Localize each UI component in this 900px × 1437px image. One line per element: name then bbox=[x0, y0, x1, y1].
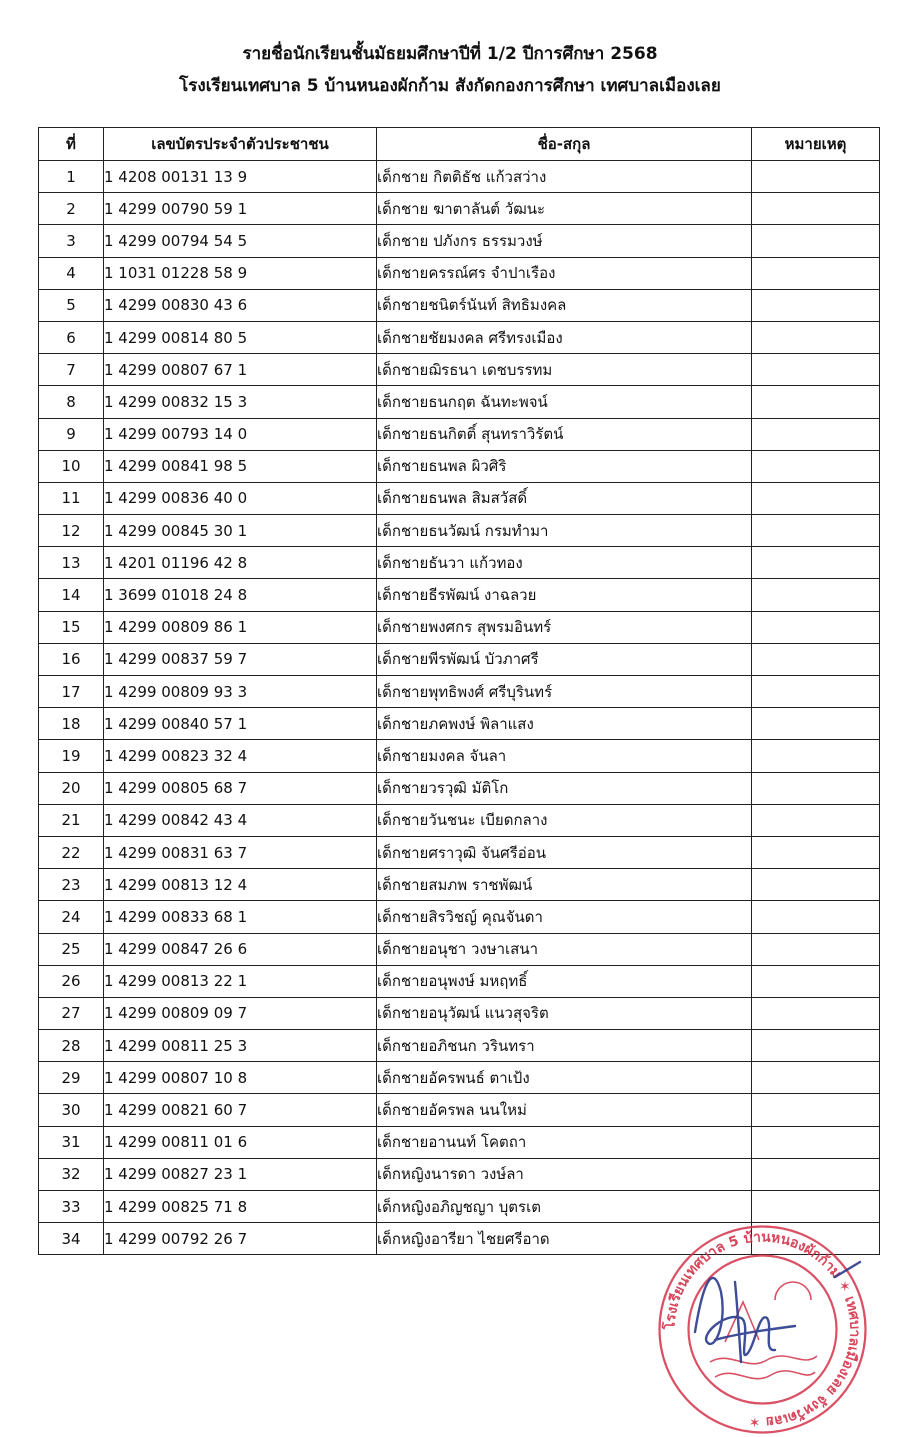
student-name-cell: เด็กชายชนิตร์นันท์ สิทธิมงคล bbox=[377, 289, 752, 321]
student-name-cell: เด็กชายวรวุฒิ มัติโก bbox=[377, 772, 752, 804]
table-row bbox=[39, 869, 880, 901]
national-id-cell: 1 1031 01228 58 9 bbox=[104, 257, 377, 289]
student-name-cell: เด็กชายธีรพัฒน์ งาฉลวย bbox=[377, 579, 752, 611]
remarks-cell bbox=[752, 901, 880, 933]
row-number-cell: 11 bbox=[39, 482, 104, 514]
national-id-cell: 1 4299 00805 68 7 bbox=[104, 772, 377, 804]
remarks-cell bbox=[752, 289, 880, 321]
national-id-cell: 1 4299 00809 09 7 bbox=[104, 997, 377, 1029]
national-id-cell: 1 4299 00813 12 4 bbox=[104, 869, 377, 901]
student-name-cell: เด็กชายภคพงษ์ พิลาแสง bbox=[377, 708, 752, 740]
table-row bbox=[39, 354, 880, 386]
table-row bbox=[39, 386, 880, 418]
row-number-cell: 24 bbox=[39, 901, 104, 933]
student-name-cell: เด็กชายวันชนะ เบียดกลาง bbox=[377, 804, 752, 836]
document-title: รายชื่อนักเรียนชั้นมัธยมศึกษาปีที่ 1/2 ปีการศึกษา 2568 bbox=[242, 44, 658, 64]
student-name-cell: เด็กชายครรณ์ศร จำปาเรือง bbox=[377, 257, 752, 289]
student-name-cell: เด็กชายอภิชนก วรินทรา bbox=[377, 1030, 752, 1062]
column-header-remarks: หมายเหตุ bbox=[752, 128, 880, 161]
table-row bbox=[39, 450, 880, 482]
remarks-cell bbox=[752, 547, 880, 579]
national-id-cell: 1 4299 00794 54 5 bbox=[104, 225, 377, 257]
national-id-cell: 1 4299 00833 68 1 bbox=[104, 901, 377, 933]
row-number-cell: 28 bbox=[39, 1030, 104, 1062]
student-name-cell: เด็กชายพงศกร สุพรมอินทร์ bbox=[377, 611, 752, 643]
remarks-cell bbox=[752, 708, 880, 740]
remarks-cell bbox=[752, 740, 880, 772]
national-id-cell: 1 4299 00832 15 3 bbox=[104, 386, 377, 418]
national-id-cell: 1 4299 00837 59 7 bbox=[104, 643, 377, 675]
table-row bbox=[39, 1158, 880, 1190]
row-number-cell: 18 bbox=[39, 708, 104, 740]
student-name-cell: เด็กชายอัครพล นนใหม่ bbox=[377, 1094, 752, 1126]
national-id-cell: 1 3699 01018 24 8 bbox=[104, 579, 377, 611]
national-id-cell: 1 4299 00845 30 1 bbox=[104, 515, 377, 547]
student-name-cell: เด็กชายธนกฤต ฉันทะพจน์ bbox=[377, 386, 752, 418]
remarks-cell bbox=[752, 836, 880, 868]
student-name-cell: เด็กหญิงนารดา วงษ์ลา bbox=[377, 1158, 752, 1190]
student-name-cell: เด็กชายชัยมงคล ศรีทรงเมือง bbox=[377, 321, 752, 353]
national-id-cell: 1 4299 00836 40 0 bbox=[104, 482, 377, 514]
student-name-cell: เด็กชายธนพล ผิวศิริ bbox=[377, 450, 752, 482]
table-row bbox=[39, 997, 880, 1029]
remarks-cell bbox=[752, 772, 880, 804]
document-subtitle: โรงเรียนเทศบาล 5 บ้านหนองผักก้าม สังกัดกองการศึกษา เทศบาลเมืองเลย bbox=[179, 76, 721, 96]
row-number-cell: 33 bbox=[39, 1191, 104, 1223]
remarks-cell bbox=[752, 1126, 880, 1158]
table-row bbox=[39, 611, 880, 643]
remarks-cell bbox=[752, 321, 880, 353]
remarks-cell bbox=[752, 257, 880, 289]
national-id-cell: 1 4299 00809 86 1 bbox=[104, 611, 377, 643]
national-id-cell: 1 4299 00821 60 7 bbox=[104, 1094, 377, 1126]
table-row bbox=[39, 418, 880, 450]
remarks-cell bbox=[752, 579, 880, 611]
table-row bbox=[39, 579, 880, 611]
remarks-cell bbox=[752, 1030, 880, 1062]
student-name-cell: เด็กชาย ฆาตาลันต์ วัฒนะ bbox=[377, 193, 752, 225]
table-row bbox=[39, 804, 880, 836]
student-name-cell: เด็กชายอานนท์ โคตถา bbox=[377, 1126, 752, 1158]
row-number-cell: 30 bbox=[39, 1094, 104, 1126]
national-id-cell: 1 4299 00823 32 4 bbox=[104, 740, 377, 772]
student-name-cell: เด็กชายอนุชา วงษาเสนา bbox=[377, 933, 752, 965]
student-name-cell: เด็กชายฌิรธนา เดชบรรทม bbox=[377, 354, 752, 386]
national-id-cell: 1 4299 00790 59 1 bbox=[104, 193, 377, 225]
national-id-cell: 1 4208 00131 13 9 bbox=[104, 161, 377, 193]
school-seal-stamp bbox=[655, 1222, 870, 1437]
national-id-cell: 1 4201 01196 42 8 bbox=[104, 547, 377, 579]
national-id-cell: 1 4299 00831 63 7 bbox=[104, 836, 377, 868]
national-id-cell: 1 4299 00809 93 3 bbox=[104, 676, 377, 708]
remarks-cell bbox=[752, 933, 880, 965]
row-number-cell: 3 bbox=[39, 225, 104, 257]
national-id-cell: 1 4299 00792 26 7 bbox=[104, 1223, 377, 1255]
table-row bbox=[39, 772, 880, 804]
table-row bbox=[39, 289, 880, 321]
table-row bbox=[39, 515, 880, 547]
row-number-cell: 26 bbox=[39, 965, 104, 997]
student-name-cell: เด็กชายธนพล สิมสวัสดิ์ bbox=[377, 482, 752, 514]
row-number-cell: 25 bbox=[39, 933, 104, 965]
table-row bbox=[39, 225, 880, 257]
row-number-cell: 8 bbox=[39, 386, 104, 418]
row-number-cell: 2 bbox=[39, 193, 104, 225]
national-id-cell: 1 4299 00793 14 0 bbox=[104, 418, 377, 450]
student-name-cell: เด็กชายพุทธิพงศ์ ศรีบุรินทร์ bbox=[377, 676, 752, 708]
student-name-cell: เด็กชายธนวัฒน์ กรมทำมา bbox=[377, 515, 752, 547]
national-id-cell: 1 4299 00840 57 1 bbox=[104, 708, 377, 740]
national-id-cell: 1 4299 00827 23 1 bbox=[104, 1158, 377, 1190]
remarks-cell bbox=[752, 997, 880, 1029]
remarks-cell bbox=[752, 515, 880, 547]
remarks-cell bbox=[752, 482, 880, 514]
remarks-cell bbox=[752, 450, 880, 482]
table-row bbox=[39, 482, 880, 514]
remarks-cell bbox=[752, 225, 880, 257]
row-number-cell: 13 bbox=[39, 547, 104, 579]
remarks-cell bbox=[752, 1158, 880, 1190]
remarks-cell bbox=[752, 869, 880, 901]
table-row bbox=[39, 547, 880, 579]
column-header-id: เลขบัตรประจำตัวประชาชน bbox=[104, 128, 377, 161]
row-number-cell: 1 bbox=[39, 161, 104, 193]
table-row bbox=[39, 965, 880, 997]
row-number-cell: 21 bbox=[39, 804, 104, 836]
student-name-cell: เด็กหญิงอภิญชญา บุตรเต bbox=[377, 1191, 752, 1223]
table-row bbox=[39, 933, 880, 965]
student-name-cell: เด็กชายอนุพงษ์ มหฤทธิ์ bbox=[377, 965, 752, 997]
student-name-cell: เด็กชายสิรวิชญ์ คุณจันดา bbox=[377, 901, 752, 933]
national-id-cell: 1 4299 00813 22 1 bbox=[104, 965, 377, 997]
student-name-cell: เด็กชาย ปภังกร ธรรมวงษ์ bbox=[377, 225, 752, 257]
table-row bbox=[39, 740, 880, 772]
student-name-cell: เด็กชายมงคล จันลา bbox=[377, 740, 752, 772]
table-row bbox=[39, 161, 880, 193]
table-header-row bbox=[39, 128, 880, 161]
row-number-cell: 4 bbox=[39, 257, 104, 289]
national-id-cell: 1 4299 00807 10 8 bbox=[104, 1062, 377, 1094]
remarks-cell bbox=[752, 354, 880, 386]
national-id-cell: 1 4299 00841 98 5 bbox=[104, 450, 377, 482]
student-name-cell: เด็กชายธนกิตติ์ สุนทราวิรัตน์ bbox=[377, 418, 752, 450]
stamp-text: โรงเรียนเทศบาล 5 บ้านหนองผักก้าม ✶ เทศบาลเมืองเลย จังหวัดเลย ✶ bbox=[662, 1229, 863, 1430]
remarks-cell bbox=[752, 611, 880, 643]
table-row bbox=[39, 1094, 880, 1126]
remarks-cell bbox=[752, 643, 880, 675]
row-number-cell: 14 bbox=[39, 579, 104, 611]
remarks-cell bbox=[752, 965, 880, 997]
student-name-cell: เด็กชายอนุวัฒน์ แนวสุจริต bbox=[377, 997, 752, 1029]
student-name-cell: เด็กชายธันวา แก้วทอง bbox=[377, 547, 752, 579]
table-row bbox=[39, 321, 880, 353]
student-name-cell: เด็กชาย กิตติธัช แก้วสว่าง bbox=[377, 161, 752, 193]
row-number-cell: 9 bbox=[39, 418, 104, 450]
student-name-cell: เด็กหญิงอารียา ไชยศรีอาด bbox=[377, 1223, 752, 1255]
column-header-number: ที่ bbox=[39, 128, 104, 161]
row-number-cell: 7 bbox=[39, 354, 104, 386]
student-name-cell: เด็กชายศราวุฒิ จันศรีอ่อน bbox=[377, 836, 752, 868]
student-roster-table bbox=[38, 127, 880, 1255]
national-id-cell: 1 4299 00847 26 6 bbox=[104, 933, 377, 965]
table-row bbox=[39, 1191, 880, 1223]
table-row bbox=[39, 1062, 880, 1094]
row-number-cell: 23 bbox=[39, 869, 104, 901]
remarks-cell bbox=[752, 676, 880, 708]
remarks-cell bbox=[752, 1191, 880, 1223]
column-header-name: ชื่อ-สกุล bbox=[377, 128, 752, 161]
remarks-cell bbox=[752, 418, 880, 450]
row-number-cell: 16 bbox=[39, 643, 104, 675]
remarks-cell bbox=[752, 193, 880, 225]
national-id-cell: 1 4299 00830 43 6 bbox=[104, 289, 377, 321]
row-number-cell: 27 bbox=[39, 997, 104, 1029]
row-number-cell: 20 bbox=[39, 772, 104, 804]
remarks-cell bbox=[752, 161, 880, 193]
student-name-cell: เด็กชายอัครพนธ์ ตาเป้ง bbox=[377, 1062, 752, 1094]
national-id-cell: 1 4299 00842 43 4 bbox=[104, 804, 377, 836]
student-name-cell: เด็กชายพีรพัฒน์ บัวภาศรี bbox=[377, 643, 752, 675]
table-row bbox=[39, 257, 880, 289]
table-row bbox=[39, 193, 880, 225]
row-number-cell: 22 bbox=[39, 836, 104, 868]
row-number-cell: 10 bbox=[39, 450, 104, 482]
row-number-cell: 31 bbox=[39, 1126, 104, 1158]
row-number-cell: 15 bbox=[39, 611, 104, 643]
table-row bbox=[39, 708, 880, 740]
table-row bbox=[39, 901, 880, 933]
national-id-cell: 1 4299 00811 01 6 bbox=[104, 1126, 377, 1158]
national-id-cell: 1 4299 00811 25 3 bbox=[104, 1030, 377, 1062]
row-number-cell: 34 bbox=[39, 1223, 104, 1255]
table-row bbox=[39, 1030, 880, 1062]
national-id-cell: 1 4299 00825 71 8 bbox=[104, 1191, 377, 1223]
row-number-cell: 29 bbox=[39, 1062, 104, 1094]
table-row bbox=[39, 643, 880, 675]
row-number-cell: 12 bbox=[39, 515, 104, 547]
remarks-cell bbox=[752, 1062, 880, 1094]
national-id-cell: 1 4299 00814 80 5 bbox=[104, 321, 377, 353]
row-number-cell: 5 bbox=[39, 289, 104, 321]
row-number-cell: 17 bbox=[39, 676, 104, 708]
table-row bbox=[39, 836, 880, 868]
row-number-cell: 6 bbox=[39, 321, 104, 353]
svg-text:โรงเรียนเทศบาล 5 บ้านหนองผักก้ bbox=[660, 1229, 862, 1429]
remarks-cell bbox=[752, 1094, 880, 1126]
national-id-cell: 1 4299 00807 67 1 bbox=[104, 354, 377, 386]
table-row bbox=[39, 1126, 880, 1158]
remarks-cell bbox=[752, 804, 880, 836]
row-number-cell: 19 bbox=[39, 740, 104, 772]
row-number-cell: 32 bbox=[39, 1158, 104, 1190]
table-row bbox=[39, 676, 880, 708]
student-name-cell: เด็กชายสมภพ ราชพัฒน์ bbox=[377, 869, 752, 901]
remarks-cell bbox=[752, 386, 880, 418]
